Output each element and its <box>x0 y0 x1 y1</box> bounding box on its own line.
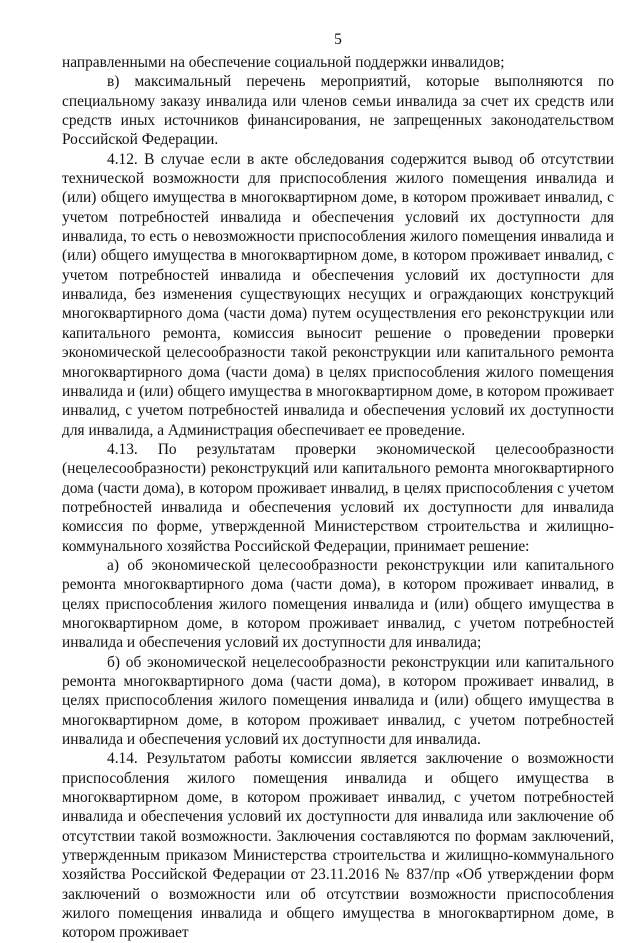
paragraph-4-14: 4.14. Результатом работы комиссии является заключение о возможности приспособления жилого помещения инвалида и общего имущества в многоквартирном доме, в котором проживает инвалид, с учетом потребностей инвалида и обеспечения условий их доступности для инвалида или заключение об отсутствии такой возможности. Заключения составляются по формам заключений, утвержденным приказом Министерства строительства и жилищно-коммунального хозяйства Российской Федерации от 23.11.2016 № 837/пр «Об утверждении форм заключений о возможности или об отсутствии возможности приспособления жилого помещения инвалида и общего имущества в многоквартирном доме, в котором проживает <box>62 750 614 942</box>
paragraph-item-v: в) максимальный перечень мероприятий, которые выполняются по специальному заказу инвалида или членов семьи инвалида за счет их средств или средств иных источников финансирования, не запрещенных законодательством Российской Федерации. <box>62 73 614 149</box>
paragraph-continuation: направленными на обеспечение социальной поддержки инвалидов; <box>62 54 505 71</box>
paragraph-item-b: б) об экономической нецелесообразности реконструкции или капитального ремонта многоквартирного дома (части дома), в котором проживает инвалид, в целях приспособления жилого помещения инвалида и (или) общего имущества в многоквартирном доме, в котором проживает инвалид, с учетом потребностей инвалида и обеспечения условий их доступности для инвалида. <box>62 653 614 749</box>
page-number: 5 <box>334 31 342 48</box>
paragraph-4-12: 4.12. В случае если в акте обследования содержится вывод об отсутствии технической возможности для приспособления жилого помещения инвалида и (или) общего имущества в многоквартирном доме, в котором проживает инвалид, с учетом потребностей инвалида и обеспечения условий их доступности для инвалида, то есть о невозможности приспособления жилого помещения инвалида и (или) общего имущества в многоквартирном доме, в котором проживает инвалид, с учетом потребностей инвалида и обеспечения условий их доступности для инвалида, без изменения существующих несущих и ограждающих конструкций многоквартирного дома (части дома) путем осуществления его реконструкции или капитального ремонта, комиссия выносит решение о проведении проверки экономической целесообразности такой реконструкции или капитального ремонта многоквартирного дома (части дома) в целях приспособления жилого помещения инвалида и (или) общего имущества в многоквартирном доме, в котором проживает инвалид, с учетом потребностей инвалида и обеспечения условий их доступности для инвалида, а Администрация обеспечивает ее проведение. <box>62 150 614 439</box>
document-page <box>62 30 614 943</box>
paragraph-item-a: а) об экономической целесообразности реконструкции или капитального ремонта многоквартирного дома (части дома), в котором проживает инвалид, в целях приспособления жилого помещения инвалида и (или) общего имущества в многоквартирном доме, в котором проживает инвалид, с учетом потребностей инвалида и обеспечения условий их доступности для инвалида; <box>62 556 614 652</box>
paragraph-4-13: 4.13. По результатам проверки экономической целесообразности (нецелесообразности) реконструкций или капитального ремонта многоквартирного дома (части дома), в котором проживает инвалид, в целях приспособления с учетом потребностей инвалида и обеспечения условий их доступности для инвалида комиссия по форме, утвержденной Министерством строительства и жилищно-коммунального хозяйства Российской Федерации, принимает решение: <box>62 440 614 555</box>
